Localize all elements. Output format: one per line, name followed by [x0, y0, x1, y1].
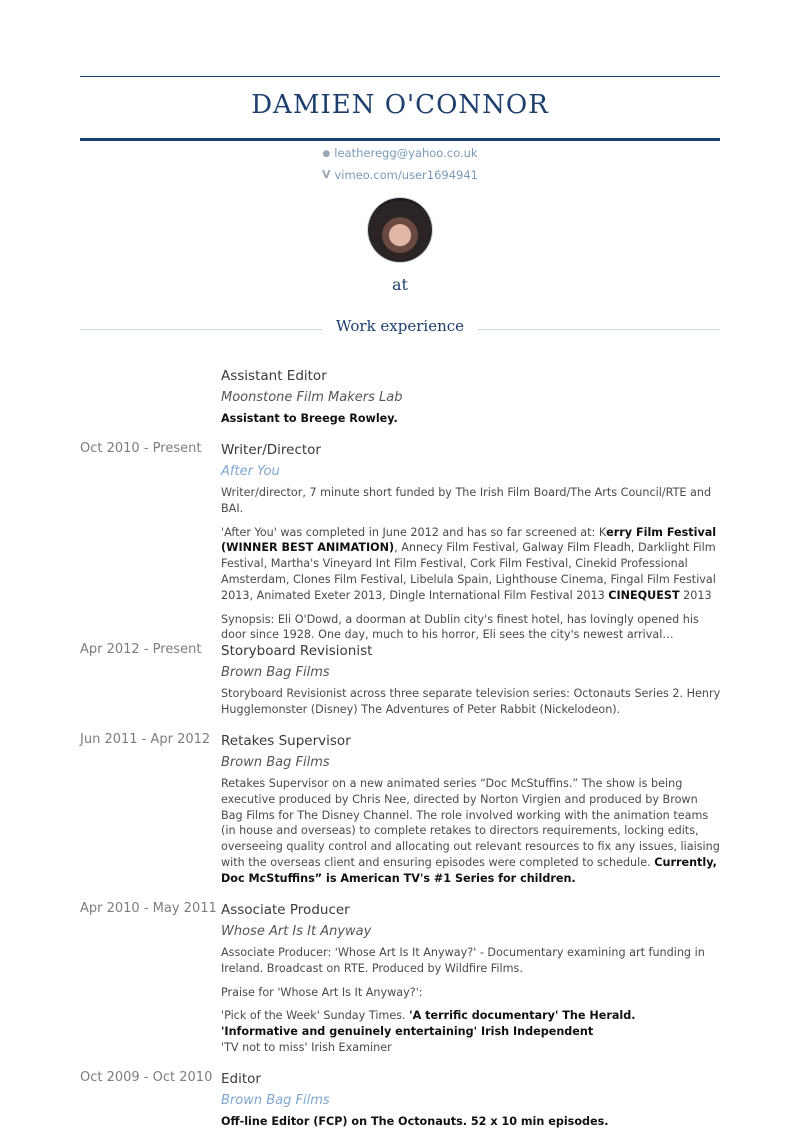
job-date: Apr 2010 - May 2011 — [80, 901, 217, 916]
job-company-link[interactable]: Brown Bag Films — [221, 1093, 330, 1108]
job-company: Brown Bag Films — [221, 665, 330, 680]
job-title: Writer/Director — [221, 442, 321, 458]
job-company-link[interactable]: After You — [221, 464, 280, 479]
job-title: Storyboard Revisionist — [221, 643, 373, 659]
job-company: Whose Art Is It Anyway — [221, 924, 372, 939]
job-synopsis: Synopsis: Eli O'Dowd, a doorman at Dublin city's finest hotel, has lovingly opened his door since 1928. One day, much to his horror, Eli sees the city's newest arrival… — [221, 612, 699, 642]
job-screenings: 'After You' was completed in June 2012 and has so far screened at: Kerry Film Festival (WINNER BEST ANIMATION), Annecy Film Festival, Galway Film Fleadh, Darklight Film Festival, Martha's Vineyard Int Film Festival, Cork Film Festival, Cinekid Professional Amsterdam, Clones Film Festival, Libelula Spain, Lighthouse Cinema, Fingal Film Festival 2013, Animated Exeter 2013, Dingle International Film Festival 2013 CINEQUEST 2013 — [221, 525, 717, 602]
job-date: Oct 2009 - Oct 2010 — [80, 1070, 213, 1085]
candidate-name: DAMIEN O'CONNOR — [251, 90, 549, 120]
job-praise-quotes: 'Pick of the Week' Sunday Times. 'A terrific documentary' The Herald. 'Informative and genuinely entertaining' Irish Independent 'TV not to miss' Irish Examiner — [221, 1009, 636, 1054]
section-title: Work experience — [335, 317, 465, 335]
at-label: at — [392, 275, 408, 294]
job-description: Retakes Supervisor on a new animated series “Doc McStuffins.” The show is being executive produced by Chris Nee, directed by Norton Virgien and produced by Brown Bag Films for The Disney Channel. The role involved working with the animation teams (in house and overseas) to complete retakes to directors requirements, locking edits, overseeing quality control and allocating out relevant resources to fix any issues, liaising with the overseas client and ensuring episodes were completed to schedule. Currently, Doc McStuffins” is American TV's #1 Series for children. — [221, 777, 720, 885]
avatar — [368, 198, 432, 262]
vimeo-text[interactable]: vimeo.com/user1694941 — [334, 168, 479, 182]
job-description: Assistant to Breege Rowley. — [221, 412, 398, 425]
job-date: Oct 2010 - Present — [80, 441, 202, 456]
job-company: Brown Bag Films — [221, 755, 330, 770]
job-title: Retakes Supervisor — [221, 733, 351, 749]
job-title: Associate Producer — [221, 902, 350, 918]
name-rule — [80, 138, 720, 141]
job-description: Writer/director, 7 minute short funded by The Irish Film Board/The Arts Council/RTE and BAI. — [221, 486, 712, 515]
contact-email[interactable] — [0, 146, 800, 160]
vimeo-icon: V — [321, 168, 331, 181]
job-title: Assistant Editor — [221, 368, 327, 384]
top-rule — [80, 76, 720, 77]
job-description: Associate Producer: 'Whose Art Is It Anyway?' - Documentary examining art funding in Ireland. Broadcast on RTE. Produced by Wildfire Films. — [221, 946, 705, 975]
email-text[interactable]: leatheregg@yahoo.co.uk — [334, 146, 478, 160]
job-company: Moonstone Film Makers Lab — [221, 390, 403, 405]
section-rule-left — [80, 329, 322, 330]
section-rule-right — [478, 329, 720, 330]
contact-vimeo[interactable] — [0, 168, 800, 182]
job-praise-heading: Praise for 'Whose Art Is It Anyway?': — [221, 985, 423, 999]
job-description: Off-line Editor (FCP) on The Octonauts. 52 x 10 min episodes. — [221, 1115, 609, 1128]
job-date: Jun 2011 - Apr 2012 — [80, 732, 211, 747]
job-description: Storyboard Revisionist across three separate television series: Octonauts Series 2. Henry Hugglemonster (Disney) The Adventures of Peter Rabbit (Nickelodeon). — [221, 687, 721, 716]
bullet-icon: ● — [322, 149, 331, 159]
job-title: Editor — [221, 1071, 261, 1087]
job-date: Apr 2012 - Present — [80, 642, 202, 657]
